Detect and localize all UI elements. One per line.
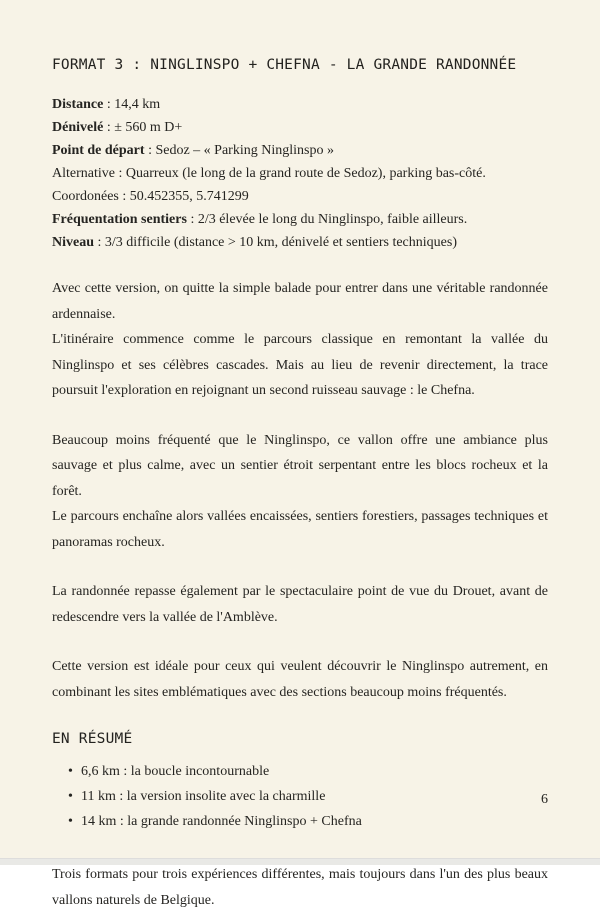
meta-value-alternative: Quarreux (le long de la grand route de Sedoz), parking bas-côté. <box>125 166 486 181</box>
meta-value-coordonees: 50.452355, 5.741299 <box>129 189 249 204</box>
closing-spacer <box>52 834 548 862</box>
body-content <box>52 276 548 705</box>
trail-metadata-block <box>52 93 548 254</box>
meta-value-niveau: 3/3 difficile (distance > 10 km, dénivelé et sentiers techniques) <box>104 235 457 250</box>
bullet-icon: • <box>68 814 73 829</box>
meta-label-alternative: Alternative <box>52 166 115 181</box>
paragraph-spacer <box>52 555 548 579</box>
paragraph-drouet: La randonnée repasse également par le spectaculaire point de vue du Drouet, avant de redescendre vers la vallée de l'Amblève. <box>52 584 548 625</box>
list-item <box>68 809 548 834</box>
meta-row-niveau <box>52 231 548 254</box>
meta-sep-coordonees: : <box>118 189 130 204</box>
meta-label-coordonees: Coordonées <box>52 189 119 204</box>
paragraph-vallon: Beaucoup moins fréquenté que le Ninglinspo, ce vallon offre une ambiance plus sauvage et plus calme, avec un sentier étroit serpentant entre les blocs rocheux et la forêt. <box>52 432 548 499</box>
meta-sep-alternative: : <box>114 166 126 181</box>
list-item <box>68 784 548 809</box>
meta-label-distance: Distance <box>52 97 104 112</box>
meta-value-point-de-depart: Sedoz – « Parking Ninglinspo » <box>155 143 334 158</box>
meta-row-alternative <box>52 162 548 185</box>
paragraph-spacer <box>52 404 548 428</box>
paragraph-itineraire: L'itinéraire commence comme le parcours classique en remontant la vallée du Ninglinspo et ses célèbres cascades. Mais au lieu de revenir directement, la trace poursuit l'exploration en rejoignant un second ruisseau sauvage : le Chefna. <box>52 332 548 398</box>
page-number: 6 <box>541 792 548 807</box>
meta-row-frequentation <box>52 208 548 231</box>
list-item-label: 6,6 km : la boucle incontournable <box>81 764 270 779</box>
section-spacer <box>52 705 548 731</box>
meta-row-denivele <box>52 116 548 139</box>
meta-label-frequentation: Fréquentation sentiers <box>52 212 187 227</box>
meta-sep-point-de-depart: : <box>144 143 156 158</box>
summary-list <box>52 759 548 834</box>
list-item-label: 14 km : la grande randonnée Ninglinspo + Chefna <box>81 814 362 829</box>
meta-value-distance: 14,4 km <box>114 97 161 112</box>
bullet-icon: • <box>68 789 73 804</box>
meta-label-niveau: Niveau <box>52 235 94 250</box>
paragraph-parcours: Le parcours enchaîne alors vallées encaissées, sentiers forestiers, passages techniques et panoramas rocheux. <box>52 509 548 550</box>
meta-sep-frequentation: : <box>186 212 198 227</box>
meta-value-frequentation: 2/3 élevée le long du Ninglinspo, faible ailleurs. <box>197 212 468 227</box>
meta-label-denivele: Dénivelé <box>52 120 104 135</box>
list-item-label: 11 km : la version insolite avec la charmille <box>81 789 326 804</box>
paragraph-intro: Avec cette version, on quitte la simple balade pour entrer dans une véritable randonnée ardennaise. <box>52 281 548 322</box>
paragraph-closing: Trois formats pour trois expériences différentes, mais toujours dans l'un des plus beaux vallons naturels de Belgique. <box>52 867 548 908</box>
meta-sep-denivele: : <box>103 120 115 135</box>
meta-row-distance <box>52 93 548 116</box>
paragraph-spacer <box>52 630 548 654</box>
paragraph-conclusion-version: Cette version est idéale pour ceux qui veulent découvrir le Ninglinspo autrement, en combinant les sites emblématiques avec des sections beaucoup moins fréquentés. <box>52 659 548 700</box>
meta-row-coordonees <box>52 185 548 208</box>
list-item <box>68 759 548 784</box>
meta-sep-distance: : <box>103 97 115 112</box>
meta-sep-niveau: : <box>94 235 105 250</box>
meta-label-point-de-depart: Point de départ <box>52 143 145 158</box>
section-heading-resume: EN RÉSUMÉ <box>52 731 133 747</box>
meta-value-denivele: ± 560 m D+ <box>114 120 183 135</box>
meta-row-point-de-depart <box>52 139 548 162</box>
page-title: FORMAT 3 : NINGLINSPO + CHEFNA - LA GRANDE RANDONNÉE <box>52 57 517 73</box>
bullet-icon: • <box>68 764 73 779</box>
